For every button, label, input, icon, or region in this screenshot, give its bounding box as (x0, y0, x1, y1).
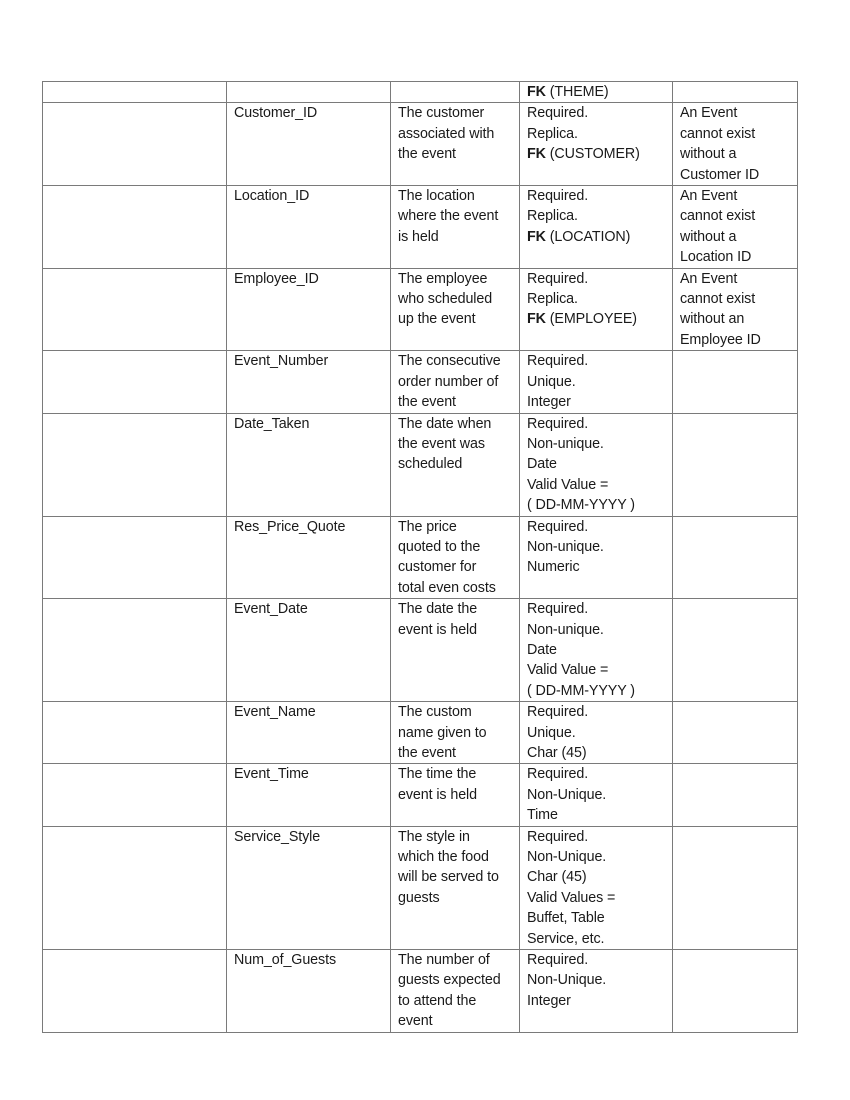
description-line: total even costs (398, 579, 496, 596)
description-line: associated with (398, 125, 495, 142)
constraint-line (527, 351, 666, 371)
table-row-continued (43, 82, 798, 103)
description-line: guests expected (398, 972, 501, 989)
constraints-cell (520, 413, 673, 516)
constraint-line (527, 929, 666, 949)
constraint-line (527, 950, 666, 970)
attribute-name: Customer_ID (234, 105, 318, 122)
entity-cell (43, 82, 227, 103)
constraint-line (527, 434, 666, 454)
constraint-text: Required. (527, 270, 589, 287)
attribute-cell (227, 599, 391, 702)
entity-cell (43, 103, 227, 186)
entity-cell (43, 950, 227, 1033)
notes-cell (673, 413, 798, 516)
note-line: Employee ID (680, 331, 761, 348)
constraint-text: Non-Unique. (527, 786, 607, 803)
data-dictionary-table (42, 81, 798, 1033)
constraints-cell (520, 826, 673, 949)
constraint-text: Valid Value = (527, 476, 609, 493)
constraint-line (527, 640, 666, 660)
table-row (43, 186, 798, 269)
description-line: who scheduled (398, 291, 493, 308)
constraint-line (527, 599, 666, 619)
description-line: the event (398, 745, 456, 761)
constraint-text: Non-Unique. (527, 972, 607, 989)
constraint-text: (LOCATION) (545, 228, 631, 245)
entity-cell (43, 413, 227, 516)
attribute-cell (227, 268, 391, 351)
constraint-line (527, 124, 666, 144)
constraint-line (527, 991, 666, 1011)
attribute-name: Employee_ID (234, 270, 319, 287)
note-line: Location ID (680, 249, 752, 266)
notes-cell (673, 826, 798, 949)
constraint-text: Required. (527, 766, 589, 783)
constraint-text: Required. (527, 601, 589, 618)
table-row (43, 702, 798, 764)
notes-cell (673, 82, 798, 103)
constraint-line (527, 269, 666, 289)
constraint-line (527, 764, 666, 784)
attribute-name: Num_of_Guests (234, 952, 337, 969)
table-row (43, 516, 798, 599)
constraint-text: ( DD-MM-YYYY ) (527, 682, 635, 699)
description-cell (391, 82, 520, 103)
constraint-text: Non-unique. (527, 538, 604, 555)
description-line: The custom (398, 704, 472, 721)
constraint-line (527, 867, 666, 887)
constraint-text: Service, etc. (527, 930, 605, 947)
constraint-text: (CUSTOMER) (545, 146, 640, 163)
entity-cell (43, 702, 227, 764)
constraint-line (527, 186, 666, 206)
constraints-cell (520, 702, 673, 764)
attribute-cell (227, 351, 391, 413)
table-row (43, 950, 798, 1033)
constraint-text: (EMPLOYEE) (545, 311, 637, 328)
constraint-line (527, 557, 666, 577)
table-row (43, 764, 798, 826)
description-line: The style in (398, 828, 470, 845)
description-line: The consecutive (398, 353, 501, 370)
constraint-line (527, 723, 666, 743)
note-line: without an (680, 311, 745, 328)
constraint-text: Required. (527, 353, 589, 370)
table-row (43, 103, 798, 186)
entity-cell (43, 351, 227, 413)
attribute-cell (227, 82, 391, 103)
constraint-text: Char (45) (527, 869, 587, 886)
description-line: customer for (398, 559, 477, 576)
constraint-text: Date (527, 641, 557, 658)
constraint-text: ( DD-MM-YYYY ) (527, 497, 635, 514)
attribute-name: Date_Taken (234, 415, 310, 432)
constraints-cell (520, 764, 673, 826)
constraint-line (527, 454, 666, 474)
constraint-text: Required. (527, 188, 589, 205)
attribute-cell (227, 516, 391, 599)
notes-cell (673, 268, 798, 351)
description-line: The time the (398, 766, 477, 783)
note-line: without a (680, 228, 737, 245)
constraint-line (527, 827, 666, 847)
constraints-cell (520, 103, 673, 186)
attribute-cell (227, 702, 391, 764)
attribute-cell (227, 413, 391, 516)
entity-cell (43, 516, 227, 599)
constraint-line (527, 620, 666, 640)
constraint-line (527, 681, 666, 701)
attribute-cell (227, 103, 391, 186)
note-line: cannot exist (680, 125, 756, 142)
constraint-text: Integer (527, 394, 571, 411)
entity-cell (43, 186, 227, 269)
constraint-text: Integer (527, 992, 571, 1009)
description-line: The employee (398, 270, 488, 287)
description-line: where the event (398, 208, 499, 225)
constraint-text: Date (527, 456, 557, 473)
constraints-cell (520, 186, 673, 269)
notes-cell (673, 186, 798, 269)
description-cell (391, 702, 520, 764)
constraint-text: Valid Value = (527, 662, 609, 679)
description-line: scheduled (398, 456, 463, 473)
notes-cell (673, 351, 798, 413)
constraint-line (527, 805, 666, 825)
note-line: Customer ID (680, 166, 760, 183)
description-cell (391, 268, 520, 351)
table-row (43, 599, 798, 702)
constraint-text: Required. (527, 704, 589, 721)
constraint-line (527, 103, 666, 123)
attribute-name: Event_Name (234, 704, 316, 721)
description-line: The number of (398, 952, 490, 969)
constraints-cell (520, 516, 673, 599)
constraint-text: Required. (527, 105, 589, 122)
description-line: The date when (398, 415, 492, 432)
description-cell (391, 516, 520, 599)
description-line: to attend the (398, 992, 477, 1009)
entity-cell (43, 599, 227, 702)
constraint-text: Non-unique. (527, 435, 604, 452)
description-line: guests (398, 889, 440, 906)
description-cell (391, 413, 520, 516)
constraint-line (527, 970, 666, 990)
attribute-cell (227, 950, 391, 1033)
table-row (43, 268, 798, 351)
note-line: An Event (680, 270, 738, 287)
attribute-cell (227, 826, 391, 949)
description-line: which the food (398, 849, 489, 866)
constraints-cell (520, 268, 673, 351)
notes-cell (673, 103, 798, 186)
constraint-line (527, 206, 666, 226)
description-cell (391, 764, 520, 826)
description-line: name given to (398, 724, 487, 741)
constraint-text: Time (527, 807, 558, 824)
description-line: the event (398, 394, 456, 411)
notes-cell (673, 516, 798, 599)
table-row (43, 826, 798, 949)
entity-cell (43, 826, 227, 949)
constraint-line (527, 475, 666, 495)
constraints-cell (520, 82, 673, 103)
notes-cell (673, 764, 798, 826)
constraint-line (527, 537, 666, 557)
constraint-line (527, 847, 666, 867)
table-row (43, 351, 798, 413)
constraint-text: Numeric (527, 559, 580, 576)
notes-cell (673, 599, 798, 702)
constraint-text: (THEME) (545, 84, 609, 100)
attribute-name: Event_Time (234, 766, 309, 783)
constraint-line (527, 888, 666, 908)
constraint-text: Char (45) (527, 745, 587, 761)
description-line: event is held (398, 786, 477, 803)
constraint-line (527, 743, 666, 763)
constraint-bold: FK (527, 228, 546, 245)
description-line: The date the (398, 601, 478, 618)
constraint-text: Required. (527, 828, 589, 845)
description-cell (391, 186, 520, 269)
constraint-text: Buffet, Table (527, 910, 605, 927)
constraint-text: Valid Values = (527, 889, 616, 906)
constraint-line (527, 414, 666, 434)
constraint-bold: FK (527, 146, 546, 163)
description-line: quoted to the (398, 538, 481, 555)
entity-cell (43, 764, 227, 826)
description-line: The customer (398, 105, 485, 122)
constraint-text: Replica. (527, 125, 578, 142)
attribute-name: Location_ID (234, 188, 310, 205)
description-line: event (398, 1013, 433, 1030)
note-line: cannot exist (680, 208, 756, 225)
description-line: The location (398, 188, 475, 205)
attribute-name: Service_Style (234, 828, 321, 845)
description-cell (391, 351, 520, 413)
attribute-cell (227, 764, 391, 826)
description-line: the event was (398, 435, 485, 452)
constraint-line (527, 372, 666, 392)
constraint-bold: FK (527, 84, 546, 100)
constraint-line (527, 309, 666, 329)
constraint-line (527, 660, 666, 680)
constraint-line (527, 392, 666, 412)
note-line: cannot exist (680, 291, 756, 308)
constraint-text: Required. (527, 952, 589, 969)
description-cell (391, 103, 520, 186)
constraint-line (527, 785, 666, 805)
description-line: order number of (398, 373, 499, 390)
description-line: up the event (398, 311, 476, 328)
data-dictionary-body (43, 82, 798, 1033)
entity-cell (43, 268, 227, 351)
constraint-text: Non-Unique. (527, 849, 607, 866)
note-line: An Event (680, 105, 738, 122)
description-line: The price (398, 518, 457, 535)
constraint-line (527, 144, 666, 164)
attribute-name: Event_Date (234, 601, 308, 618)
constraint-text: Required. (527, 415, 589, 432)
constraint-line (527, 495, 666, 515)
constraint-line (527, 908, 666, 928)
note-line: without a (680, 146, 737, 163)
description-line: is held (398, 228, 439, 245)
description-line: event is held (398, 621, 477, 638)
notes-cell (673, 702, 798, 764)
attribute-name: Event_Number (234, 353, 329, 370)
description-cell (391, 826, 520, 949)
description-cell (391, 599, 520, 702)
constraint-line (527, 517, 666, 537)
constraints-cell (520, 950, 673, 1033)
constraint-text: Unique. (527, 724, 576, 741)
note-line: An Event (680, 188, 738, 205)
notes-cell (673, 950, 798, 1033)
constraints-cell (520, 351, 673, 413)
constraint-line (527, 702, 666, 722)
constraint-line (527, 82, 666, 102)
table-row (43, 413, 798, 516)
constraint-text: Unique. (527, 373, 576, 390)
constraint-bold: FK (527, 311, 546, 328)
attribute-name: Res_Price_Quote (234, 518, 346, 535)
constraint-text: Non-unique. (527, 621, 604, 638)
constraint-line (527, 289, 666, 309)
description-line: will be served to (398, 869, 499, 886)
constraint-text: Required. (527, 518, 589, 535)
description-line: the event (398, 146, 456, 163)
attribute-cell (227, 186, 391, 269)
description-cell (391, 950, 520, 1033)
constraint-line (527, 227, 666, 247)
constraint-text: Replica. (527, 291, 578, 308)
constraint-text: Replica. (527, 208, 578, 225)
constraints-cell (520, 599, 673, 702)
